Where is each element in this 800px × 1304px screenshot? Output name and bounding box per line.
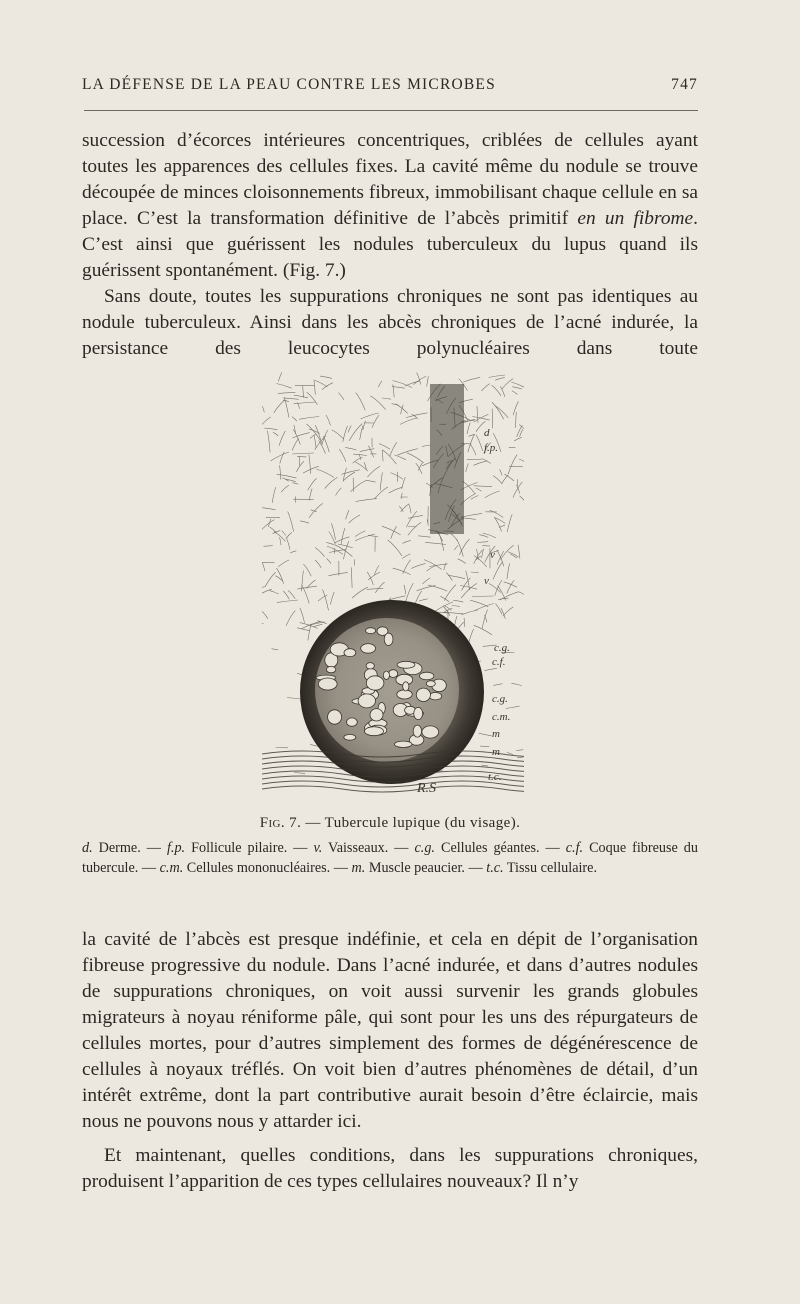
- label-fp: f.p.: [484, 442, 499, 454]
- paragraph-1: [82, 128, 698, 284]
- cell: [429, 693, 442, 700]
- cell: [395, 741, 412, 747]
- hair-follicle: [430, 384, 464, 534]
- legend-abbr: c.m.: [159, 860, 184, 876]
- legend-abbr: c.f.: [565, 840, 584, 856]
- cell: [366, 676, 384, 690]
- cell: [426, 681, 435, 687]
- cell: [403, 682, 409, 691]
- label-d: d: [484, 427, 490, 439]
- paragraph-1-emphasis: en un fibrome: [577, 208, 694, 229]
- paragraph-1-text-a: succession d’écorces intérieures concentriques, criblées de cellules ayant toutes les apparences des cellules fixes. La cavité même du nodule se trouve découpée de minces cloisonnements fibreux, immobilisant chaque cellule en sa place. C’est la transformation définitive de l’abcès primitif: [82, 130, 698, 229]
- cell: [397, 661, 415, 668]
- legend-text: Derme. —: [92, 840, 167, 856]
- legend-text: Muscle peaucier. —: [365, 860, 487, 876]
- label-cf: c.f.: [492, 656, 506, 668]
- paragraph-4: [82, 1143, 698, 1195]
- figure-legend: [82, 838, 698, 878]
- legend-text: Cellules géantes. —: [434, 840, 566, 856]
- legend-abbr: d.: [82, 840, 93, 856]
- legend-abbr: c.g.: [414, 840, 435, 856]
- cell: [366, 628, 376, 634]
- paragraph-2: [82, 284, 698, 362]
- cell: [384, 633, 393, 645]
- paragraph-3: la cavité de l’abcès est presque indéfinie, et cela en dépit de l’organisation fibreuse progressive du nodule. Dans l’acné indurée, et dans d’autres nodules de suppurations chroniques, on voit aussi survenir les grands globules migrateurs à noyau réniforme pâle, qui sont pour les uns des répurgateurs de cellules mortes, pour d’autres simplement des formes de dégénérescence de cellules à noyaux tréflés. On voit bien d’autres phénomènes de détail, d’un intérêt extrême, dont la part contributive aurait besoin d’être éclaircie, mais nous ne pouvons nous y attarder ici.: [82, 929, 698, 1132]
- engraver-signature: R.S: [417, 781, 437, 796]
- legend-text: Coque fibreuse du tubercule. —: [82, 840, 698, 876]
- cell: [414, 707, 423, 719]
- paragraph-1-text-b: . C’est ainsi que guérissent les nodules tuberculeux du lupus quand ils guérissent spontanément. (Fig. 7.): [82, 208, 698, 281]
- label-v-1: v: [490, 549, 495, 561]
- page-number: 747: [671, 76, 698, 93]
- cell: [370, 709, 383, 721]
- cell: [383, 671, 389, 679]
- paragraph-4-text: Et maintenant, quelles conditions, dans les suppurations chroniques, produisent l’apparition de ces types cellulaires nouveaux? Il n’y: [82, 1145, 698, 1192]
- legend-abbr: t.c.: [486, 860, 504, 876]
- figure-number: Fig. 7.: [259, 815, 302, 831]
- legend-abbr: m.: [351, 860, 366, 876]
- cell: [347, 718, 358, 726]
- running-header: [82, 76, 698, 94]
- cell: [328, 710, 342, 724]
- cell: [358, 694, 375, 708]
- cell: [344, 649, 356, 657]
- legend-abbr: f.p.: [166, 840, 186, 856]
- header-rule: [84, 110, 698, 111]
- label-cg-2: c.g.: [492, 693, 508, 705]
- cell: [361, 644, 376, 654]
- label-cg-1: c.g.: [494, 642, 510, 654]
- cell: [413, 725, 421, 737]
- figure-title: — Tubercule lupique (du visage).: [301, 815, 521, 831]
- legend-text: Tissu cellulaire.: [503, 860, 597, 876]
- label-m-1: m: [492, 728, 500, 740]
- label-v-2: v: [484, 575, 489, 587]
- legend-text: Follicule pilaire. —: [185, 840, 314, 856]
- paragraph-2-text: Sans doute, toutes les suppurations chroniques ne sont pas identiques au nodule tuberculeux. Ainsi dans les abcès chroniques de l’acné indurée, la persistance des leucocytes polynucléaires dans toute: [82, 286, 698, 359]
- cell: [365, 727, 384, 736]
- figure-label-column: [478, 372, 548, 800]
- legend-text: Vaisseaux. —: [322, 840, 415, 856]
- cell: [326, 666, 335, 672]
- cell: [318, 678, 337, 690]
- cell: [420, 672, 434, 680]
- cell: [389, 670, 398, 678]
- figure-caption: [82, 815, 698, 832]
- cell: [344, 734, 356, 740]
- cell: [416, 688, 430, 701]
- legend-text: Cellules mononucléaires. —: [183, 860, 352, 876]
- label-tc: t.c.: [488, 771, 502, 783]
- cell: [422, 726, 439, 738]
- legend-abbr: v.: [313, 840, 323, 856]
- label-m-2: m: [492, 746, 500, 758]
- running-title: LA DÉFENSE DE LA PEAU CONTRE LES MICROBES: [82, 76, 496, 93]
- label-cm: c.m.: [492, 711, 511, 723]
- cell: [366, 663, 374, 669]
